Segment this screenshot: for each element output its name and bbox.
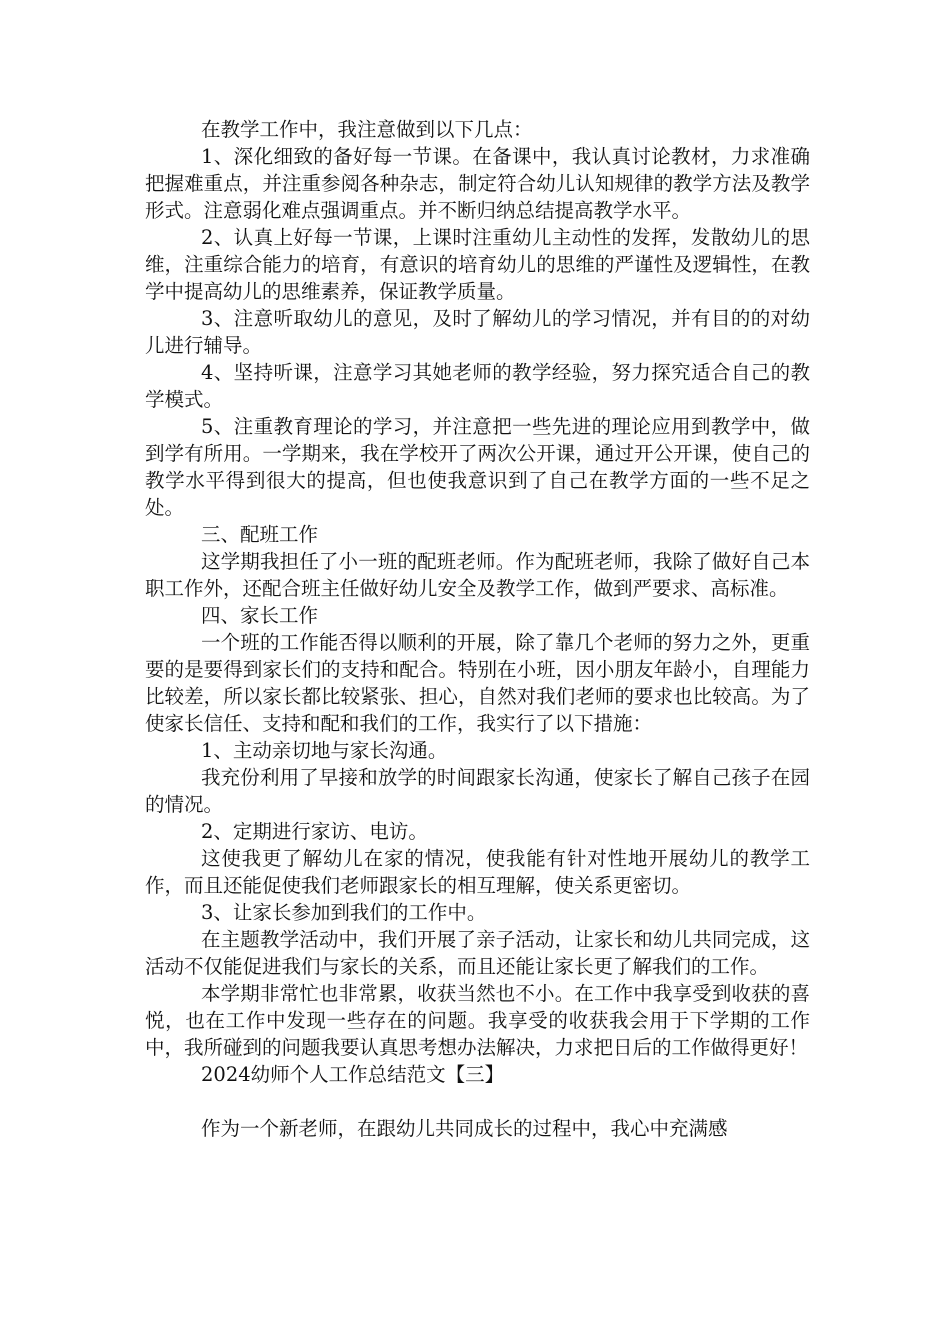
measure-1-paragraph: 我充份利用了早接和放学的时间跟家长沟通，使家长了解自己孩子在园的情况。 xyxy=(145,766,810,816)
section-heading-class-work: 三、配班工作 xyxy=(201,523,319,546)
point-4-paragraph: 4、坚持听课，注意学习其她老师的教学经验，努力探究适合自己的教学模式。 xyxy=(145,361,810,411)
measure-1-heading: 1、主动亲切地与家长沟通。 xyxy=(201,739,448,762)
point-2-paragraph: 2、认真上好每一节课，上课时注重幼儿主动性的发挥，发散幼儿的思维，注重综合能力的培育，有意识的培育幼儿的思维的严谨性及逻辑性，在教学中提高幼儿的思维素养，保证教学质量。 xyxy=(145,226,810,303)
next-article-title: 2024幼师个人工作总结范文【三】 xyxy=(201,1063,505,1086)
blank-line xyxy=(145,1088,810,1115)
section-heading-parent-work: 四、家长工作 xyxy=(201,604,319,627)
intro-paragraph: 在教学工作中，我注意做到以下几点： xyxy=(201,118,533,141)
conclusion-paragraph: 本学期非常忙也非常累，收获当然也不小。在工作中我享受到收获的喜悦，也在工作中发现一些存在的问题。我享受的收获我会用于下学期的工作中，我所碰到的问题我要认真思考想办法解决，力求把日后的工作做得更好！ xyxy=(145,982,810,1059)
measure-3-paragraph: 在主题教学活动中，我们开展了亲子活动，让家长和幼儿共同完成，这活动不仅能促进我们与家长的关系，而且还能让家长更了解我们的工作。 xyxy=(145,928,810,978)
measure-3-heading: 3、让家长参加到我们的工作中。 xyxy=(201,901,487,924)
point-3-paragraph: 3、注意听取幼儿的意见，及时了解幼儿的学习情况，并有目的的对幼儿进行辅导。 xyxy=(145,307,810,357)
point-1-paragraph: 1、深化细致的备好每一节课。在备课中，我认真讨论教材，力求准确把握难重点，并注重参阅各种杂志，制定符合幼儿认知规律的教学方法及教学形式。注意弱化难点强调重点。并不断归纳总结提高教学水平。 xyxy=(145,145,810,222)
document-page xyxy=(145,116,810,1142)
point-5-paragraph: 5、注重教育理论的学习，并注意把一些先进的理论应用到教学中，做到学有所用。一学期来，我在学校开了两次公开课，通过开公开课，使自己的教学水平得到很大的提高，但也使我意识到了自己在教学方面的一些不足之处。 xyxy=(145,415,810,519)
class-work-paragraph: 这学期我担任了小一班的配班老师。作为配班老师，我除了做好自己本职工作外，还配合班主任做好幼儿安全及教学工作，做到严要求、高标准。 xyxy=(145,550,810,600)
parent-work-paragraph: 一个班的工作能否得以顺利的开展，除了靠几个老师的努力之外，更重要的是要得到家长们的支持和配合。特别在小班，因小朋友年龄小，自理能力比较差，所以家长都比较紧张、担心，自然对我们老师的要求也比较高。为了使家长信任、支持和配和我们的工作，我实行了以下措施： xyxy=(145,631,810,735)
measure-2-paragraph: 这使我更了解幼儿在家的情况，使我能有针对性地开展幼儿的教学工作，而且还能促使我们老师跟家长的相互理解，使关系更密切。 xyxy=(145,847,810,897)
next-article-opening: 作为一个新老师，在跟幼儿共同成长的过程中，我心中充满感 xyxy=(201,1117,728,1140)
measure-2-heading: 2、定期进行家访、电访。 xyxy=(201,820,428,843)
